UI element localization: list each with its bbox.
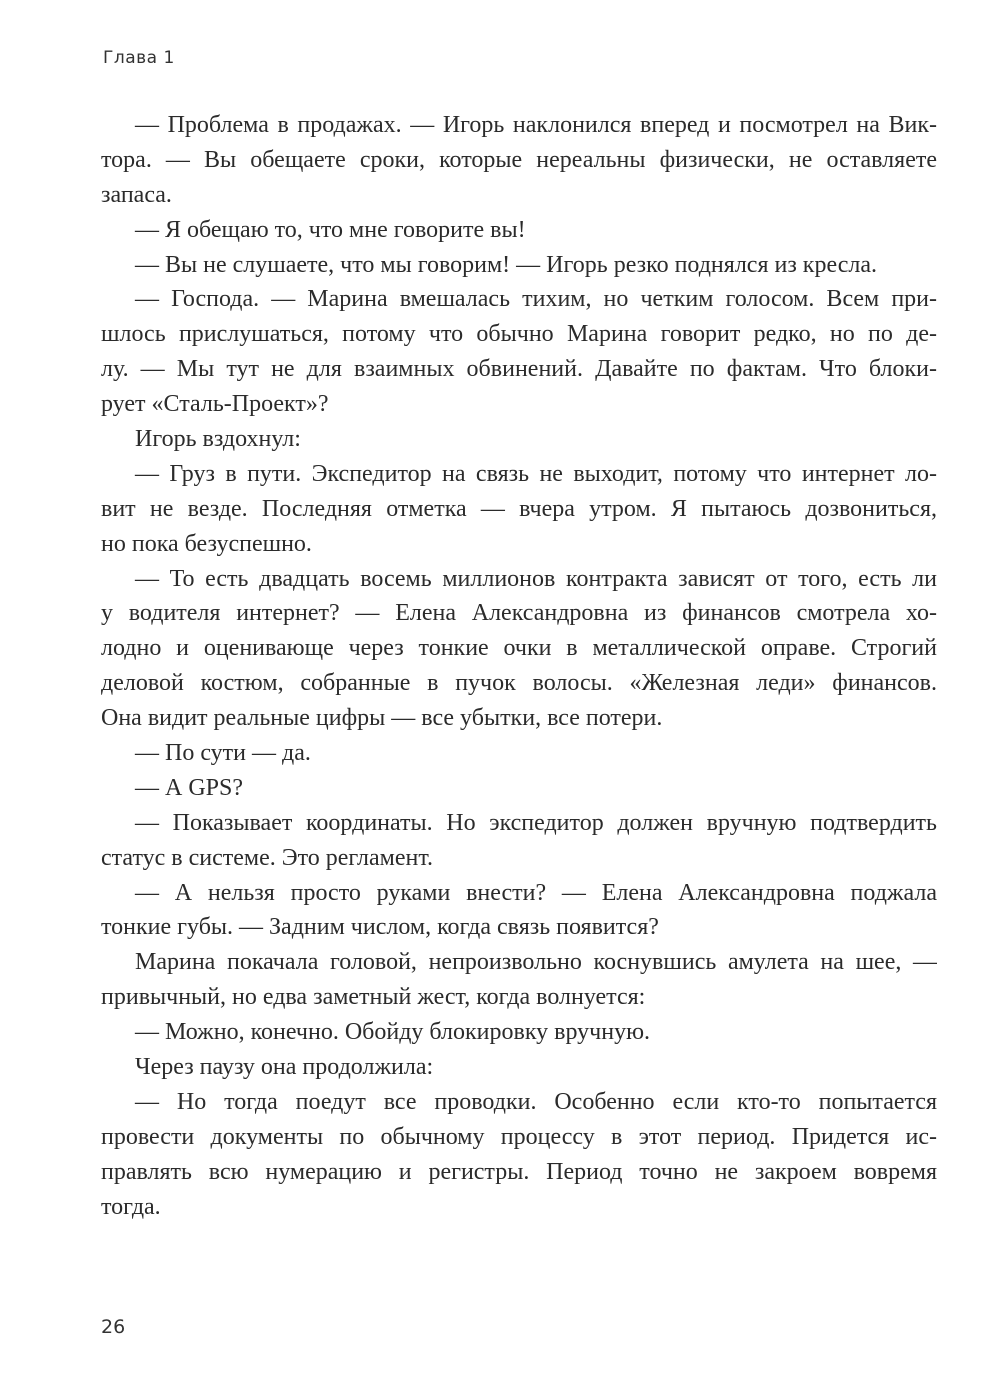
text-line: деловой костюм, собранные в пучок волосы. «Железная леди» финансов. xyxy=(101,670,937,697)
page-number: 26 xyxy=(101,1316,126,1338)
running-head: Глава 1 xyxy=(103,48,175,68)
text-line: тогда. xyxy=(101,1193,161,1220)
text-line: — Господа. — Марина вмешалась тихим, но четким голосом. Всем при- xyxy=(135,286,937,313)
text-line: — Проблема в продажах. — Игорь наклонился вперед и посмотрел на Вик- xyxy=(135,112,937,138)
text-line: — Можно, конечно. Обойду блокировку вручную. xyxy=(135,1019,651,1046)
text-line: — То есть двадцать восемь миллионов контракта зависят от того, есть ли xyxy=(135,565,937,592)
text-line: правлять всю нумерацию и регистры. Период точно не закроем вовремя xyxy=(101,1158,937,1185)
text-line: провести документы по обычному процессу в этот период. Придется ис- xyxy=(101,1123,937,1150)
text-line: статус в системе. Это регламент. xyxy=(101,844,434,871)
text-line: вит не везде. Последняя отметка — вчера утром. Я пытаюсь дозвониться, xyxy=(101,495,937,522)
text-line: — А GPS? xyxy=(135,774,244,801)
body-text xyxy=(101,108,937,1225)
text-line: Игорь вздохнул: xyxy=(135,426,301,453)
text-line: — Груз в пути. Экспедитор на связь не выходит, потому что интернет ло- xyxy=(135,460,937,487)
text-line: Через паузу она продолжила: xyxy=(135,1054,434,1081)
text-line: — А нельзя просто руками внести? — Елена Александровна поджала xyxy=(135,879,937,906)
text-line: — Я обещаю то, что мне говорите вы! xyxy=(135,216,526,243)
text-line: — По сути — да. xyxy=(135,740,311,767)
text-line: рует «Сталь-Проект»? xyxy=(101,391,329,418)
text-line: привычный, но едва заметный жест, когда волнуется: xyxy=(101,984,646,1011)
text-line: шлось прислушаться, потому что обычно Марина говорит редко, но по де- xyxy=(101,321,937,348)
text-line: у водителя интернет? — Елена Александровна из финансов смотрела хо- xyxy=(101,600,937,627)
text-line: тонкие губы. — Задним числом, когда связь появится? xyxy=(101,914,659,941)
text-line: лодно и оценивающе через тонкие очки в металлической оправе. Строгий xyxy=(101,635,937,662)
text-line: Она видит реальные цифры — все убытки, все потери. xyxy=(101,705,663,732)
text-line: лу. — Мы тут не для взаимных обвинений. Давайте по фактам. Что блоки- xyxy=(101,356,937,383)
text-line: но пока безуспешно. xyxy=(101,530,312,557)
text-line: — Показывает координаты. Но экспедитор должен вручную подтвердить xyxy=(135,809,937,836)
text-line: Марина покачала головой, непроизвольно коснувшись амулета на шее, — xyxy=(135,949,937,976)
text-line: тора. — Вы обещаете сроки, которые нереальны физически, не оставляете xyxy=(101,146,937,173)
text-line: — Но тогда поедут все проводки. Особенно если кто-то попытается xyxy=(135,1088,937,1115)
text-line: запаса. xyxy=(101,181,172,208)
text-line: — Вы не слушаете, что мы говорим! — Игорь резко поднялся из кресла. xyxy=(135,251,877,278)
